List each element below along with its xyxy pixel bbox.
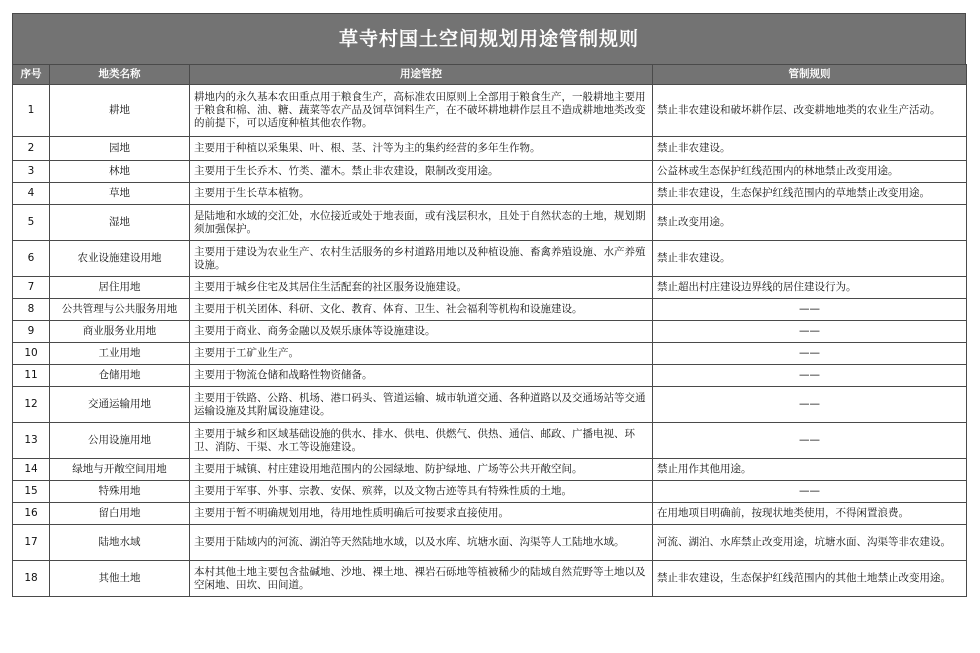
land-type-name: 公用设施用地 [50,423,190,459]
use-control: 主要用于暂不明确规划用地，待用地性质明确后可按要求直接使用。 [190,503,653,525]
use-control: 是陆地和水域的交汇处，水位接近或处于地表面，或有浅层积水，且处于自然状态的土地，规划期须加强保护。 [190,205,653,241]
land-type-name: 草地 [50,183,190,205]
table-row [13,561,967,597]
header-name: 地类名称 [50,65,190,85]
control-rule: 禁止非农建设，生态保护红线范围内的草地禁止改变用途。 [653,183,967,205]
control-rule: 禁止用作其他用途。 [653,459,967,481]
header-row [13,65,967,85]
land-type-name: 湿地 [50,205,190,241]
use-control: 主要用于种植以采集果、叶、根、茎、汁等为主的集约经营的多年生作物。 [190,137,653,161]
table-row [13,183,967,205]
control-rule: —— [653,423,967,459]
table-row [13,161,967,183]
use-control: 主要用于铁路、公路、机场、港口码头、管道运输、城市轨道交通、各种道路以及交通场站等交通运输设施及其附属设施建设。 [190,387,653,423]
row-number: 13 [13,423,50,459]
row-number: 4 [13,183,50,205]
land-type-name: 居住用地 [50,277,190,299]
row-number: 3 [13,161,50,183]
use-control: 主要用于建设为农业生产、农村生活服务的乡村道路用地以及种植设施、畜禽养殖设施、水产养殖设施。 [190,241,653,277]
table-row [13,503,967,525]
header-use: 用途管控 [190,65,653,85]
table-row [13,321,967,343]
row-number: 5 [13,205,50,241]
table-title: 草寺村国土空间规划用途管制规则 [12,13,966,64]
land-type-name: 林地 [50,161,190,183]
use-control: 主要用于工矿业生产。 [190,343,653,365]
use-control: 主要用于军事、外事、宗教、安保、殡葬，以及文物古迹等具有特殊性质的土地。 [190,481,653,503]
row-number: 16 [13,503,50,525]
control-rule: 公益林或生态保护红线范围内的林地禁止改变用途。 [653,161,967,183]
control-rule: 河流、湖泊、水库禁止改变用途，坑塘水面、沟渠等非农建设。 [653,525,967,561]
control-rule: 禁止非农建设，生态保护红线范围内的其他土地禁止改变用途。 [653,561,967,597]
header-rule: 管制规则 [653,65,967,85]
table-row [13,85,967,137]
row-number: 15 [13,481,50,503]
control-rule: 禁止非农建设。 [653,241,967,277]
control-rule: 禁止超出村庄建设边界线的居住建设行为。 [653,277,967,299]
control-rule: —— [653,321,967,343]
use-control: 主要用于陆域内的河流、湖泊等天然陆地水域，以及水库、坑塘水面、沟渠等人工陆地水域。 [190,525,653,561]
row-number: 18 [13,561,50,597]
row-number: 17 [13,525,50,561]
control-rule: 禁止非农建设和破坏耕作层、改变耕地地类的农业生产活动。 [653,85,967,137]
use-control: 主要用于机关团体、科研、文化、教育、体育、卫生、社会福利等机构和设施建设。 [190,299,653,321]
table-row [13,365,967,387]
land-type-name: 园地 [50,137,190,161]
land-type-name: 耕地 [50,85,190,137]
control-rule: 在用地项目明确前，按现状地类使用，不得闲置浪费。 [653,503,967,525]
use-control: 主要用于生长草本植物。 [190,183,653,205]
table-row [13,241,967,277]
land-type-name: 仓储用地 [50,365,190,387]
land-type-name: 交通运输用地 [50,387,190,423]
land-type-name: 留白用地 [50,503,190,525]
use-control: 主要用于商业、商务金融以及娱乐康体等设施建设。 [190,321,653,343]
table-row [13,137,967,161]
table-row [13,481,967,503]
control-rule: —— [653,365,967,387]
table-row [13,299,967,321]
land-type-name: 商业服务业用地 [50,321,190,343]
row-number: 12 [13,387,50,423]
use-control: 主要用于城乡住宅及其居住生活配套的社区服务设施建设。 [190,277,653,299]
table-row [13,205,967,241]
header-no: 序号 [13,65,50,85]
use-control: 主要用于生长乔木、竹类、灌木。禁止非农建设，限制改变用途。 [190,161,653,183]
land-type-name: 公共管理与公共服务用地 [50,299,190,321]
land-type-name: 绿地与开敞空间用地 [50,459,190,481]
row-number: 10 [13,343,50,365]
row-number: 11 [13,365,50,387]
land-type-name: 农业设施建设用地 [50,241,190,277]
land-type-name: 陆地水域 [50,525,190,561]
use-control: 耕地内的永久基本农田重点用于粮食生产，高标准农田原则上全部用于粮食生产，一般耕地主要用于粮食和棉、油、糖、蔬菜等农产品及饲草饲料生产，在不破坏耕地耕作层且不造成耕地地类改变的前提下，可以适度种植其他农作物。 [190,85,653,137]
table-row [13,525,967,561]
table-row [13,277,967,299]
row-number: 7 [13,277,50,299]
control-rule: —— [653,343,967,365]
row-number: 6 [13,241,50,277]
table-row [13,423,967,459]
control-rule: —— [653,299,967,321]
control-rule: 禁止改变用途。 [653,205,967,241]
regulation-table [12,64,967,597]
row-number: 9 [13,321,50,343]
land-type-name: 其他土地 [50,561,190,597]
row-number: 14 [13,459,50,481]
row-number: 8 [13,299,50,321]
table-row [13,459,967,481]
row-number: 2 [13,137,50,161]
control-rule: —— [653,481,967,503]
table-row [13,343,967,365]
control-rule: 禁止非农建设。 [653,137,967,161]
use-control: 主要用于城镇、村庄建设用地范围内的公园绿地、防护绿地、广场等公共开敞空间。 [190,459,653,481]
table-row [13,387,967,423]
regulation-sheet [12,13,966,597]
row-number: 1 [13,85,50,137]
land-type-name: 工业用地 [50,343,190,365]
use-control: 主要用于物流仓储和战略性物资储备。 [190,365,653,387]
use-control: 主要用于城乡和区域基础设施的供水、排水、供电、供燃气、供热、通信、邮政、广播电视、环卫、消防、干渠、水工等设施建设。 [190,423,653,459]
table-body [13,85,967,597]
control-rule: —— [653,387,967,423]
land-type-name: 特殊用地 [50,481,190,503]
use-control: 本村其他土地主要包含盐碱地、沙地、裸土地、裸岩石砾地等植被稀少的陆域自然荒野等土地以及空闲地、田坎、田间道。 [190,561,653,597]
